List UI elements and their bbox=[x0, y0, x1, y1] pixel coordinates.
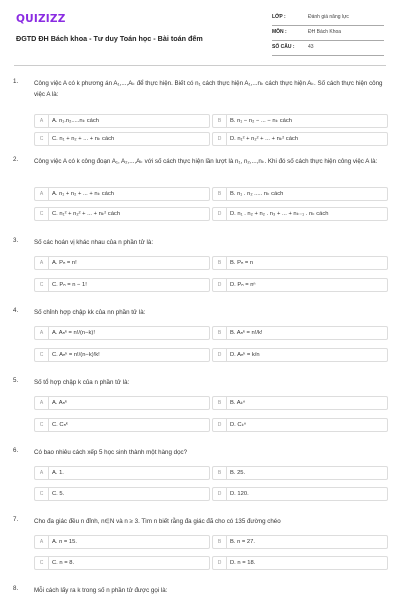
option-a[interactable] bbox=[34, 326, 210, 340]
option-letter: B bbox=[213, 115, 227, 127]
option-text: C. n₁² + n₂² + ... + nₖ² cách bbox=[52, 211, 121, 217]
option-text: C. Aₙᵏ = n!/(n−k)!k! bbox=[52, 352, 100, 358]
option-letter: B bbox=[213, 397, 227, 409]
option-text: D. n₁² + n₂² + ... + nₖ² cách bbox=[230, 136, 299, 142]
meta-value: Đánh giá năng lực bbox=[308, 14, 349, 20]
option-b[interactable] bbox=[212, 256, 388, 270]
quizizz-logo: QUIZIZZ bbox=[16, 13, 66, 25]
option-letter: A bbox=[35, 115, 49, 127]
option-letter: C bbox=[35, 208, 49, 220]
option-letter: C bbox=[35, 279, 49, 291]
option-b[interactable] bbox=[212, 187, 388, 201]
option-letter: D bbox=[213, 279, 227, 291]
option-text: A. n = 15. bbox=[52, 539, 77, 545]
option-letter: D bbox=[213, 419, 227, 431]
option-letter: C bbox=[35, 557, 49, 569]
question-text: Công việc A có k công đoạn A₁, A₂,...,Aₖ với số cách thực hiện lần lượt là n₁, n₂,...,nₖ. Khi đó số cách thực hiện công việc A là: bbox=[34, 158, 378, 165]
option-letter: C bbox=[35, 133, 49, 145]
option-text: A. n₁.n₂.....nₖ cách bbox=[52, 118, 99, 124]
option-a[interactable] bbox=[34, 187, 210, 201]
question-number: 7. bbox=[13, 516, 19, 523]
option-text: B. n = 27. bbox=[230, 539, 255, 545]
option-c[interactable] bbox=[34, 556, 210, 570]
option-c[interactable] bbox=[34, 278, 210, 292]
option-text: D. Pₙ = nⁿ bbox=[230, 282, 256, 288]
option-letter: D bbox=[213, 208, 227, 220]
option-letter: B bbox=[213, 188, 227, 200]
header-divider bbox=[14, 65, 386, 66]
option-text: D. n = 18. bbox=[230, 560, 256, 566]
option-text: A. Aₙᵏ = n!/(n−k)! bbox=[52, 330, 95, 336]
option-text: D. Aₙᵏ = k/n bbox=[230, 352, 260, 358]
option-letter: A bbox=[35, 397, 49, 409]
question-text: Có bao nhiêu cách xếp 5 học sinh thành một hàng dọc? bbox=[34, 449, 188, 456]
option-b[interactable] bbox=[212, 396, 388, 410]
option-d[interactable] bbox=[212, 207, 388, 221]
option-a[interactable] bbox=[34, 256, 210, 270]
option-a[interactable] bbox=[34, 466, 210, 480]
option-letter: B bbox=[213, 536, 227, 548]
option-d[interactable] bbox=[212, 487, 388, 501]
option-letter: D bbox=[213, 133, 227, 145]
question-number: 5. bbox=[13, 377, 19, 384]
option-text: A. Aₙᵏ bbox=[52, 400, 67, 406]
option-a[interactable] bbox=[34, 396, 210, 410]
meta-value: 43 bbox=[308, 44, 314, 50]
question-number: 6. bbox=[13, 447, 19, 454]
meta-row-question-count bbox=[272, 41, 384, 56]
meta-label: LỚP : bbox=[272, 14, 286, 20]
option-letter: C bbox=[35, 419, 49, 431]
question-number: 4. bbox=[13, 307, 19, 314]
question-text: Số chỉnh hợp chập kk của nn phần tử là: bbox=[34, 309, 146, 316]
question-number: 3. bbox=[13, 237, 19, 244]
option-letter: A bbox=[35, 257, 49, 269]
option-text: C. 5. bbox=[52, 491, 65, 497]
option-b[interactable] bbox=[212, 114, 388, 128]
option-c[interactable] bbox=[34, 418, 210, 432]
meta-row-subject bbox=[272, 26, 384, 41]
option-text: B. n₁ . n₂ ..... nₖ cách bbox=[230, 191, 284, 197]
meta-label: MÔN : bbox=[272, 29, 287, 35]
option-letter: C bbox=[35, 349, 49, 361]
option-c[interactable] bbox=[34, 132, 210, 146]
worksheet-meta bbox=[272, 11, 384, 56]
question-text: Số các hoán vị khác nhau của n phần tử là: bbox=[34, 239, 154, 246]
option-text: B. n₁ − n₂ − ... − nₖ cách bbox=[230, 118, 292, 124]
option-text: C. n₁ + n₂ + ... + nₖ cách bbox=[52, 136, 115, 142]
option-text: C. Cₙᵏ bbox=[52, 422, 68, 428]
option-b[interactable] bbox=[212, 535, 388, 549]
meta-value: ĐH Bách Khoa bbox=[308, 29, 342, 35]
option-text: A. 1. bbox=[52, 470, 64, 476]
option-letter: A bbox=[35, 188, 49, 200]
option-text: B. Aₙᵏ = n!/k! bbox=[230, 330, 263, 336]
option-text: C. Pₙ = n − 1! bbox=[52, 282, 87, 288]
option-letter: D bbox=[213, 349, 227, 361]
option-text: B. Pₙ = n bbox=[230, 260, 254, 266]
option-text: D. n₁ . n₂ + n₂ . n₃ + ... + nₖ₋₁ . nₖ cách bbox=[230, 211, 329, 217]
option-letter: D bbox=[213, 557, 227, 569]
question-number: 2. bbox=[13, 156, 19, 163]
option-letter: A bbox=[35, 327, 49, 339]
option-letter: A bbox=[35, 467, 49, 479]
option-text: A. n₁ + n₂ + ... + nₖ cách bbox=[52, 191, 114, 197]
option-d[interactable] bbox=[212, 556, 388, 570]
meta-label: SỐ CÂU : bbox=[272, 44, 295, 50]
worksheet-title: ĐGTD ĐH Bách khoa - Tư duy Toán học - Bài toán đếm bbox=[16, 34, 203, 43]
question-text: Mỗi cách lấy ra k trong số n phần tử được gọi là: bbox=[34, 587, 168, 594]
meta-row-class bbox=[272, 11, 384, 26]
option-d[interactable] bbox=[212, 348, 388, 362]
option-text: D. Cₖⁿ bbox=[230, 422, 247, 428]
option-c[interactable] bbox=[34, 487, 210, 501]
option-b[interactable] bbox=[212, 326, 388, 340]
option-letter: B bbox=[213, 257, 227, 269]
option-c[interactable] bbox=[34, 348, 210, 362]
question-text: Công việc A có k phương án A₁,...,Aₖ để thực hiện. Biết có n₁ cách thực hiện A₁,...nₖ cách thực hiện Aₖ. Số cách thực hiện công việc A là: bbox=[34, 80, 383, 98]
option-text: B. 25. bbox=[230, 470, 246, 476]
option-letter: B bbox=[213, 327, 227, 339]
option-text: C. n = 8. bbox=[52, 560, 75, 566]
option-letter: D bbox=[213, 488, 227, 500]
document-header bbox=[0, 0, 400, 62]
option-text: B. Aₖⁿ bbox=[230, 400, 246, 406]
option-text: D. 120. bbox=[230, 491, 249, 497]
option-letter: C bbox=[35, 488, 49, 500]
option-d[interactable] bbox=[212, 278, 388, 292]
option-c[interactable] bbox=[34, 207, 210, 221]
question-number: 8. bbox=[13, 585, 19, 592]
option-text: A. Pₙ = n! bbox=[52, 260, 77, 266]
question-number: 1. bbox=[13, 78, 19, 85]
option-a[interactable] bbox=[34, 535, 210, 549]
option-letter: B bbox=[213, 467, 227, 479]
option-d[interactable] bbox=[212, 418, 388, 432]
option-letter: A bbox=[35, 536, 49, 548]
option-b[interactable] bbox=[212, 466, 388, 480]
question-text: Số tổ hợp chập k của n phần tử là: bbox=[34, 379, 130, 386]
question-text: Cho đa giác đều n đỉnh, n∈N và n ≥ 3. Tìm n biết rằng đa giác đã cho có 135 đường chéo bbox=[34, 518, 281, 525]
option-a[interactable] bbox=[34, 114, 210, 128]
option-d[interactable] bbox=[212, 132, 388, 146]
